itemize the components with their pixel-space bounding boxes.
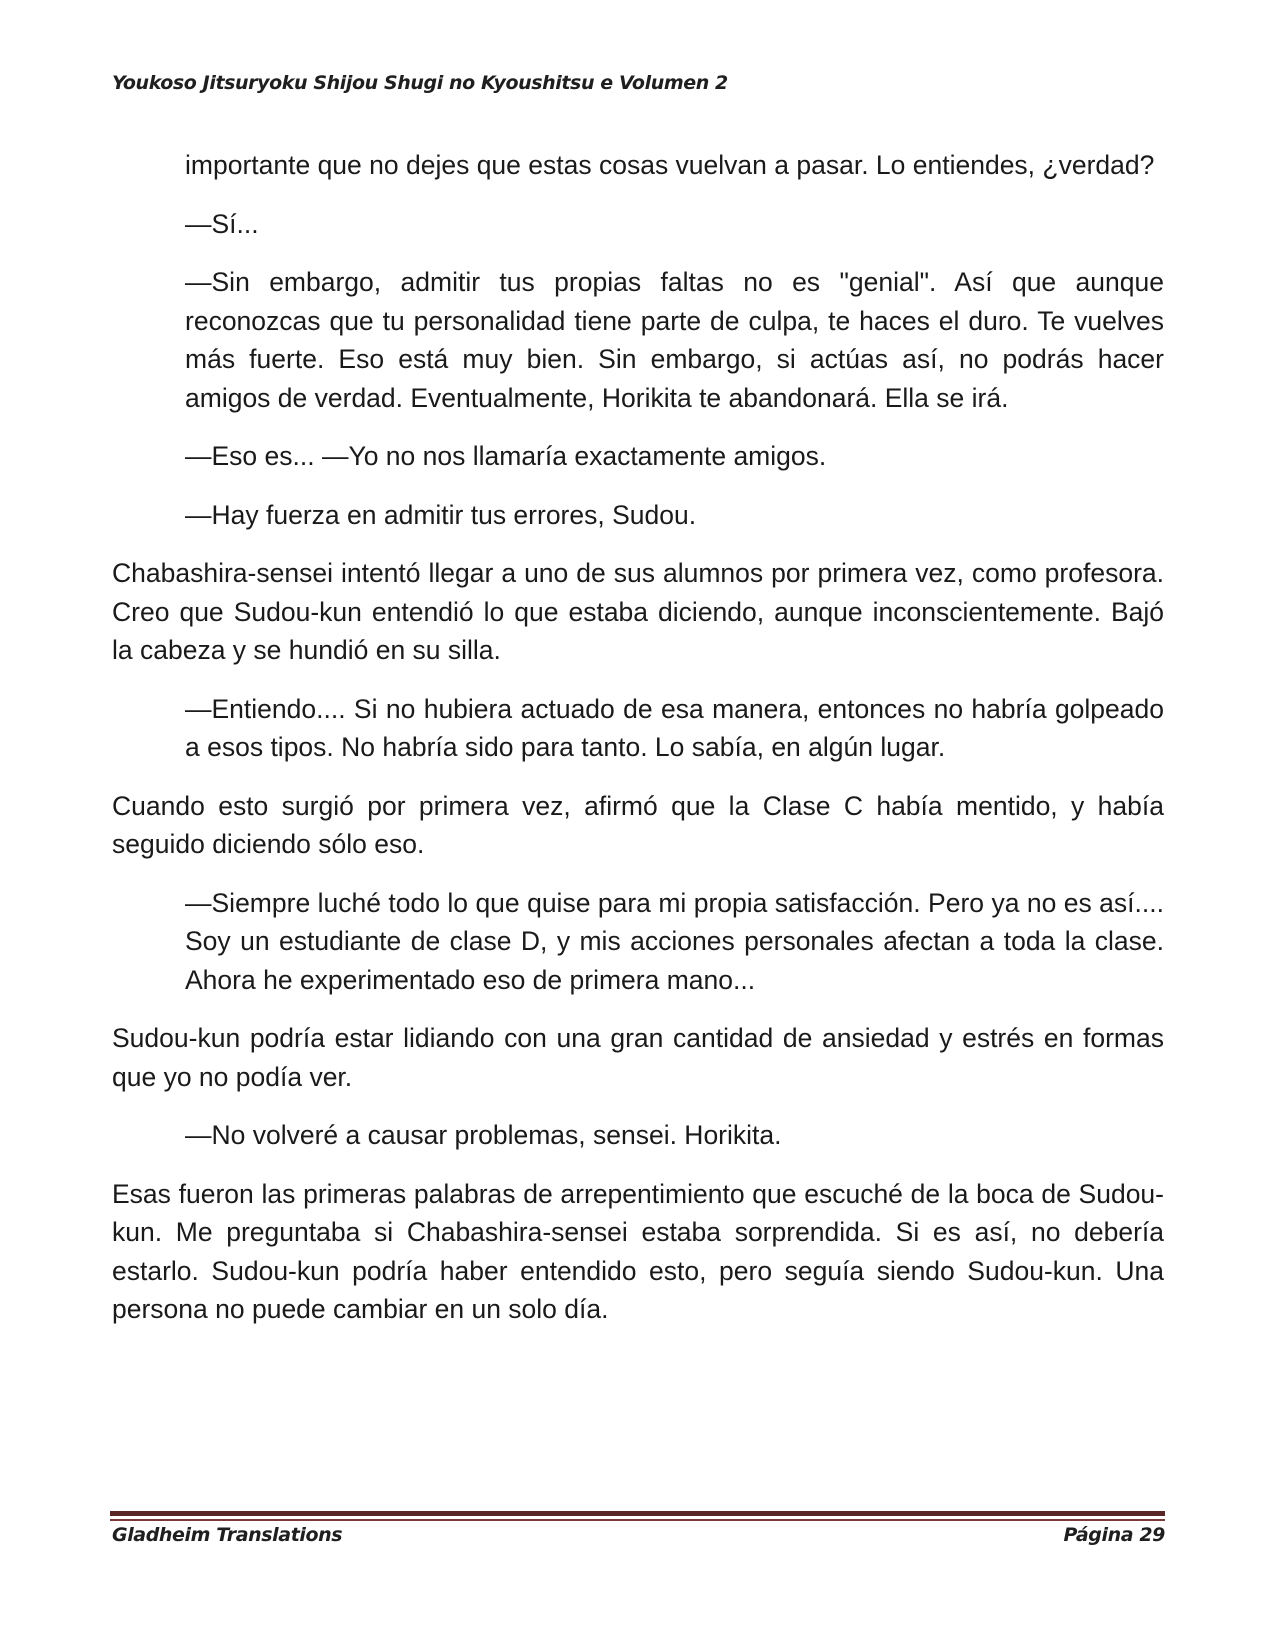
page-body <box>112 146 1164 1349</box>
paragraph: importante que no dejes que estas cosas vuelvan a pasar. Lo entiendes, ¿verdad? <box>185 150 1155 180</box>
page-header-title: Youkoso Jitsuryoku Shijou Shugi no Kyoushitsu e Volumen 2 <box>112 72 728 94</box>
paragraph: —Sí... <box>185 208 259 239</box>
paragraph: —Siempre luché todo lo que quise para mi propia satisfacción. Pero ya no es así.... Soy un estudiante de clase D, y mis acciones personales afectan a toda la clase. Ahora he experimentado eso de primera mano... <box>185 887 1164 995</box>
paragraph: —Sin embargo, admitir tus propias faltas no es "genial". Así que aunque reconozcas que tu personalidad tiene parte de culpa, te haces el duro. Te vuelves más fuerte. Eso está muy bien. Sin embargo, si actúas así, no podrás hacer amigos de verdad. Eventualmente, Horikita te abandonará. Ella se irá. <box>185 267 1164 413</box>
paragraph: —Hay fuerza en admitir tus errores, Sudou. <box>185 499 697 530</box>
footer-publisher: Gladheim Translations <box>112 1524 343 1546</box>
page-number: Página 29 <box>1063 1524 1165 1546</box>
paragraph: —Entiendo.... Si no hubiera actuado de esa manera, entonces no habría golpeado a esos tipos. No habría sido para tanto. Lo sabía, en algún lugar. <box>185 693 1164 762</box>
paragraph: Sudou-kun podría estar lidiando con una gran cantidad de ansiedad y estrés en formas que yo no podía ver. <box>112 1023 1164 1092</box>
footer-divider <box>110 1511 1165 1516</box>
paragraph: Chabashira-sensei intentó llegar a uno de sus alumnos por primera vez, como profesora. Creo que Sudou-kun entendió lo que estaba diciendo, aunque inconscientemente. Bajó la cabeza y se hundió en su silla. <box>112 558 1164 665</box>
paragraph: Cuando esto surgió por primera vez, afirmó que la Clase C había mentido, y había seguido diciendo sólo eso. <box>112 790 1164 859</box>
paragraph: —Eso es... —Yo no nos llamaría exactamente amigos. <box>185 441 827 471</box>
paragraph: —No volveré a causar problemas, sensei. Horikita. <box>185 1120 782 1150</box>
footer-divider-thin <box>110 1519 1165 1521</box>
paragraph: Esas fueron las primeras palabras de arrepentimiento que escuché de la boca de Sudou-kun. Me preguntaba si Chabashira-sensei estaba sorprendida. Si es así, no debería estarlo. Sudou-kun podría haber entendido esto, pero seguía siendo Sudou-kun. Una persona no puede cambiar en un solo día. <box>112 1178 1164 1324</box>
